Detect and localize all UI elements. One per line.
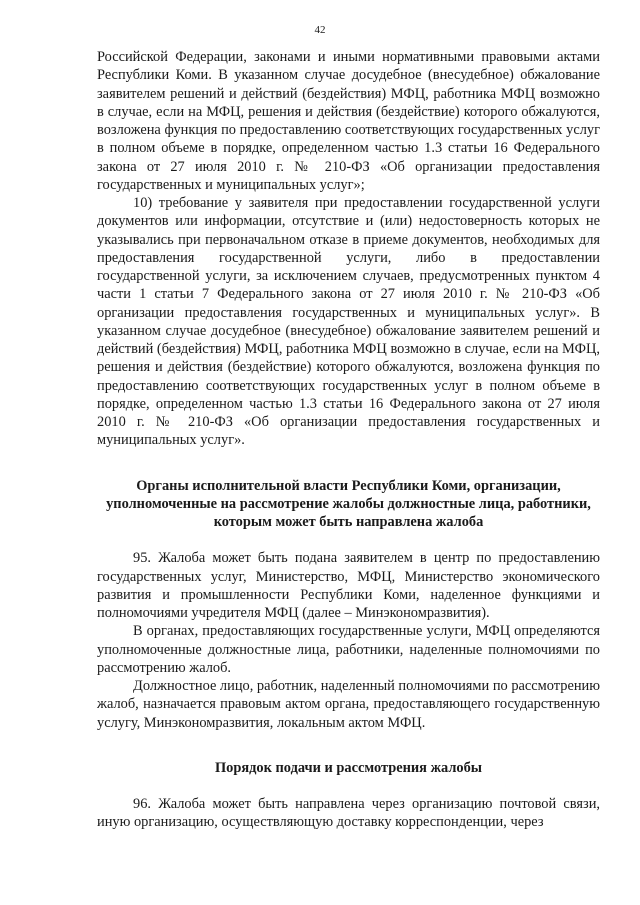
paragraph-continuation: Российской Федерации, законами и иными нормативными правовыми актами Республики Коми. В указанном случае досудебное (внесудебное) обжалование заявителем решений и действий (бездействия) МФЦ, работника МФЦ возможно в случае, если на МФЦ, решения и действия (бездействие) которого обжалуются, возложена функция по предоставлению соответствующих государственных услуг в полном объеме в порядке, определенном частью 1.3 статьи 16 Федерального закона от 27 июля 2010 г. № 210-ФЗ «Об организации предоставления государственных и муниципальных услуг»; — [97, 49, 600, 193]
paragraph-item-10: 10) требование у заявителя при предоставлении государственной услуги документов или информации, отсутствие и (или) недостоверность которых не указывались при первоначальном отказе в приеме документов, необходимых для предоставления государственной услуги, либо в предоставлении государственной услуги, за исключением случаев, предусмотренных пунктом 4 части 1 статьи 7 Федерального закона от 27 июля 2010 г. № 210-ФЗ «Об организации предоставления государственных и муниципальных услуг». В указанном случае досудебное (внесудебное) обжалование заявителем решений и действий (бездействия) МФЦ, работника МФЦ возможно в случае, если на МФЦ, решения и действия (бездействие) которого обжалуются, возложена функция по предоставлению соответствующих государственных услуг в полном объеме в порядке, определенном частью 1.3 статьи 16 Федерального закона от 27 июля 2010 г. № 210-ФЗ «Об организации предоставления государственных и муниципальных услуг». — [97, 195, 600, 449]
paragraph-96: 96. Жалоба может быть направлена через организацию почтовой связи, иную организацию, осуществляющую доставку корреспонденции, через — [97, 796, 600, 831]
paragraph-official-appointment: Должностное лицо, работник, наделенный полномочиями по рассмотрению жалоб, назначается правовым актом органа, предоставляющего государственную услугу, Минэкономразвития, локальным актом МФЦ. — [97, 678, 600, 731]
section-heading-complaint-bodies: Органы исполнительной власти Республики Коми, организации, уполномоченные на рассмотрение жалобы должностные лица, работники, которым может быть направлена жалоба — [106, 477, 591, 530]
paragraph-95: 95. Жалоба может быть подана заявителем в центр по предоставлению государственных услуг, Министерство, МФЦ, Министерство экономического развития и промышленности Республики Коми, наделенное функциями и полномочиями учредителя МФЦ (далее – Минэкономразвития). — [97, 550, 600, 621]
paragraph-authorized-officials: В органах, предоставляющих государственные услуги, МФЦ определяются уполномоченные должностные лица, работники, наделенные полномочиями по рассмотрению жалоб. — [97, 623, 600, 676]
document-body — [97, 48, 600, 832]
page-number: 42 — [314, 24, 326, 36]
section-heading-filing-procedure: Порядок подачи и рассмотрения жалобы — [214, 759, 483, 776]
